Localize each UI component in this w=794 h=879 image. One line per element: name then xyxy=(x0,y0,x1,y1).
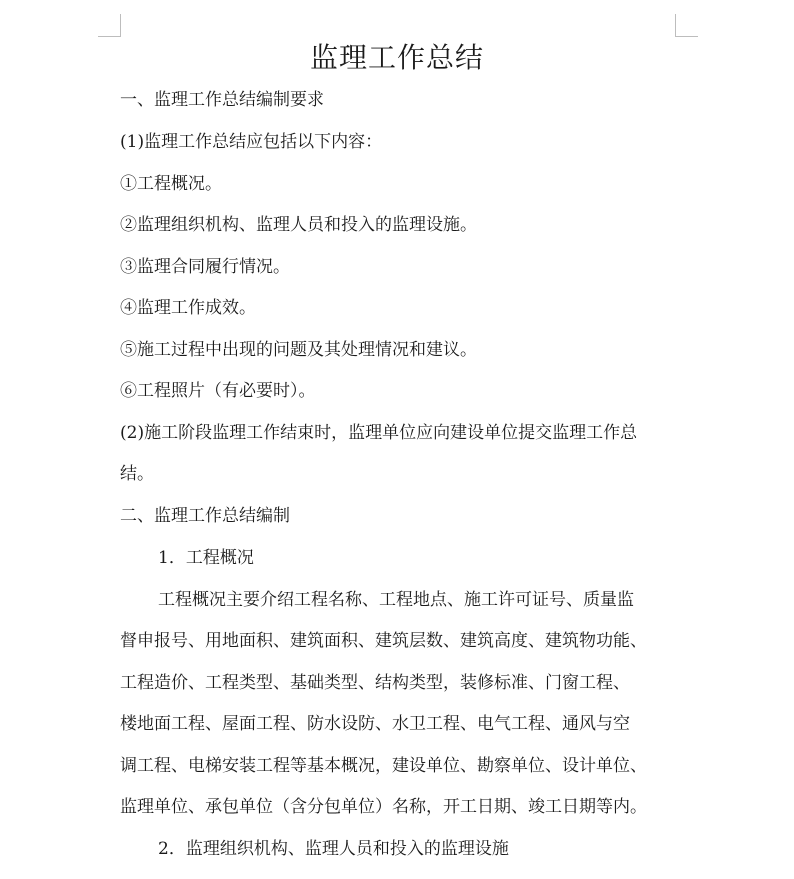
heading-section-1: 一、监理工作总结编制要求 xyxy=(120,90,324,110)
paragraph-item-2: (2)施工阶段监理工作结束时，监理单位应向建设单位提交监理工作总 xyxy=(120,423,638,443)
heading-section-2: 二、监理工作总结编制 xyxy=(120,506,290,526)
list-item: ⑤施工过程中出现的问题及其处理情况和建议。 xyxy=(120,340,477,360)
body-paragraph-line: 督申报号、用地面积、建筑面积、建筑层数、建筑高度、建筑物功能、 xyxy=(120,631,647,651)
margin-mark-top-left xyxy=(98,14,121,37)
paragraph-item-1: (1)监理工作总结应包括以下内容： xyxy=(120,132,383,152)
paragraph-item-2-continued: 结。 xyxy=(120,464,154,484)
list-item: ①工程概况。 xyxy=(120,174,222,194)
list-item: ⑥工程照片（有必要时）。 xyxy=(120,381,316,401)
body-paragraph-line: 楼地面工程、屋面工程、防水设防、水卫工程、电气工程、通风与空 xyxy=(120,714,630,734)
list-item: ③监理合同履行情况。 xyxy=(120,257,290,277)
subheading-1: 1．工程概况 xyxy=(158,548,254,568)
body-paragraph-line: 工程概况主要介绍工程名称、工程地点、施工许可证号、质量监 xyxy=(158,590,634,610)
document-title: 监理工作总结 xyxy=(309,41,484,74)
body-paragraph-line: 调工程、电梯安装工程等基本概况，建设单位、勘察单位、设计单位、 xyxy=(120,756,647,776)
list-item: ②监理组织机构、监理人员和投入的监理设施。 xyxy=(120,215,477,235)
subheading-2: 2．监理组织机构、监理人员和投入的监理设施 xyxy=(158,839,509,859)
margin-mark-top-right xyxy=(675,14,698,37)
body-paragraph-line: 监理单位、承包单位（含分包单位）名称，开工日期、竣工日期等内。 xyxy=(120,797,647,817)
body-paragraph-line: 工程造价、工程类型、基础类型、结构类型，装修标准、门窗工程、 xyxy=(120,673,630,693)
list-item: ④监理工作成效。 xyxy=(120,298,256,318)
